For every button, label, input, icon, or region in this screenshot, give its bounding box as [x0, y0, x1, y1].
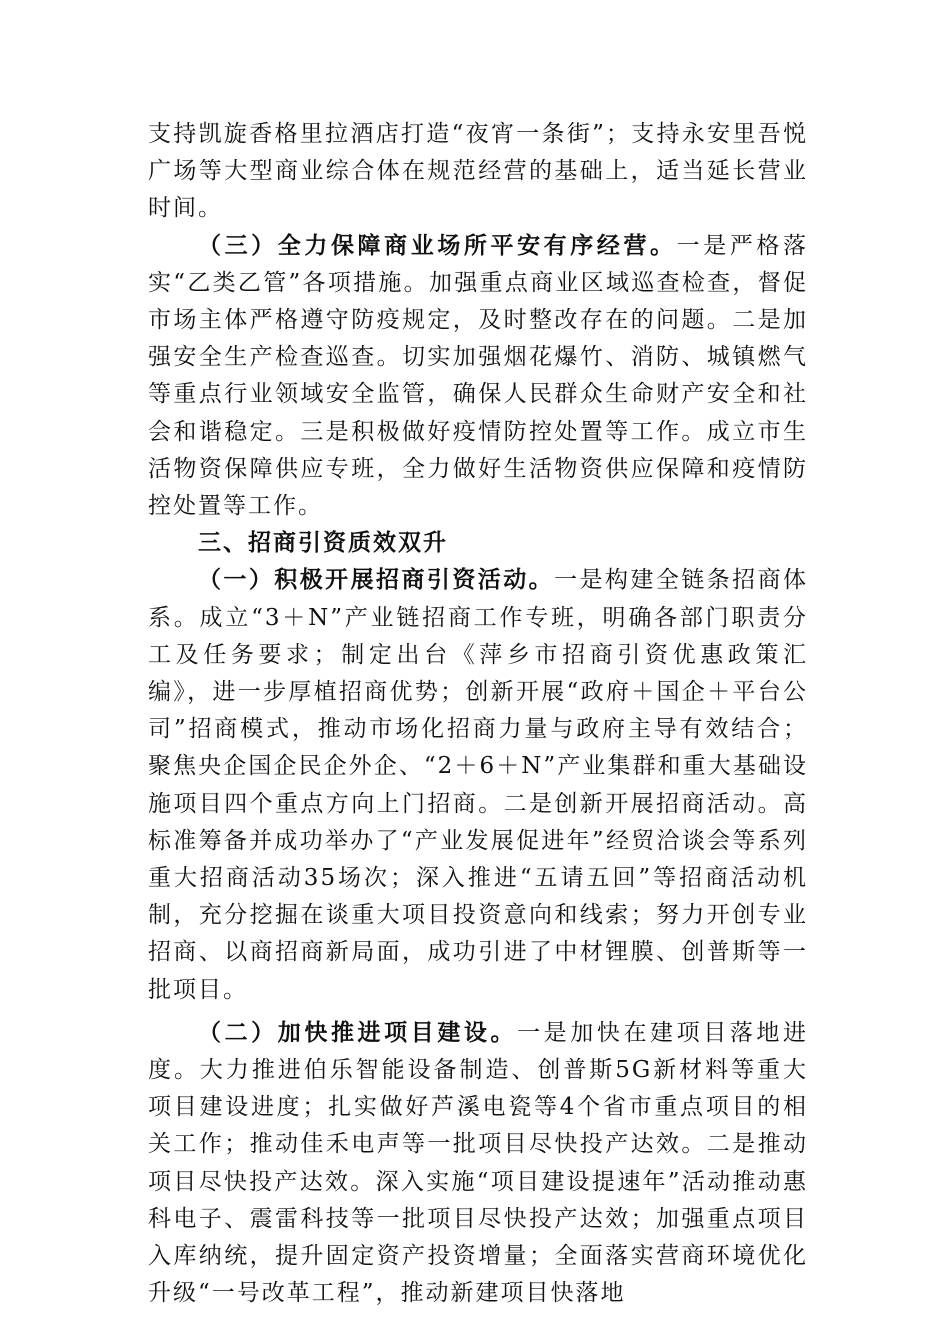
paragraph-text: 一是严格落实“乙类乙管”各项措施。加强重点商业区域巡查检查，督促市场主体严格遵守防疫规定，及时整改存在的问题。二是加强安全生产检查巡查。切实加强烟花爆竹、消防、城镇燃气等重点行业领域安全监管，确保人民群众生命财产安全和社会和谐稳定。三是积极做好疫情防控处置等工作。成立市生活物资保障供应专班，全力做好生活物资供应保障和疫情防控处置等工作。	[148, 232, 809, 520]
paragraph-text: 支持凯旋香格里拉酒店打造“夜宵一条街”；支持永安里吾悦广场等大型商业综合体在规范经营的基础上，适当延长营业时间。	[148, 121, 808, 222]
paragraph-continuation	[148, 116, 808, 228]
subsection-heading: （三）全力保障商业场所平安有序经营。	[198, 232, 677, 259]
subsection-heading: （一）积极开展招商引资活动。	[198, 567, 555, 594]
paragraph-text: 一是构建全链条招商体系。成立“3＋N”产业链招商工作专班，明确各部门职责分工及任务要求；制定出台《萍乡市招商引资优惠政策汇编》，进一步厚植招商优势；创新开展“政府＋国企＋平台公司”招商模式，推动市场化招商力量与政府主导有效结合；聚焦央企国企民企外企、“2＋6＋N”产业集群和重大基础设施项目四个重点方向上门招商。二是创新开展招商活动。高标准筹备并成功举办了“产业发展促进年”经贸洽谈会等系列重大招商活动35场次；深入推进“五请五回”等招商活动机制，充分挖掘在谈重大项目投资意向和线索；努力开创专业招商、以商招商新局面，成功引进了中材锂膜、创普斯等一批项目。	[148, 567, 809, 1003]
document-body	[148, 116, 808, 1313]
paragraph-text: 一是加快在建项目落地进度。大力推进伯乐智能设备制造、创普斯5G新材料等重大项目建设进度；扎实做好芦溪电瓷等4个省市重点项目的相关工作；推动佳禾电声等一批项目尽快投产达效。二是推动项目尽快投产达效。深入实施“项目建设提速年”活动推动惠科电子、震雷科技等一批项目尽快投产达效；加强重点项目入库纳统，提升固定资产投资增量；全面落实营商环境优化升级“一号改革工程”，推动新建项目快落地	[148, 1019, 809, 1307]
paragraph-investment-activities	[148, 562, 808, 1008]
paragraph-project-construction	[148, 1015, 808, 1313]
paragraph-commercial-safety	[148, 228, 808, 526]
section-heading: 三、招商引资质效双升	[198, 530, 448, 557]
subsection-heading: （二）加快推进项目建设。	[198, 1019, 518, 1046]
